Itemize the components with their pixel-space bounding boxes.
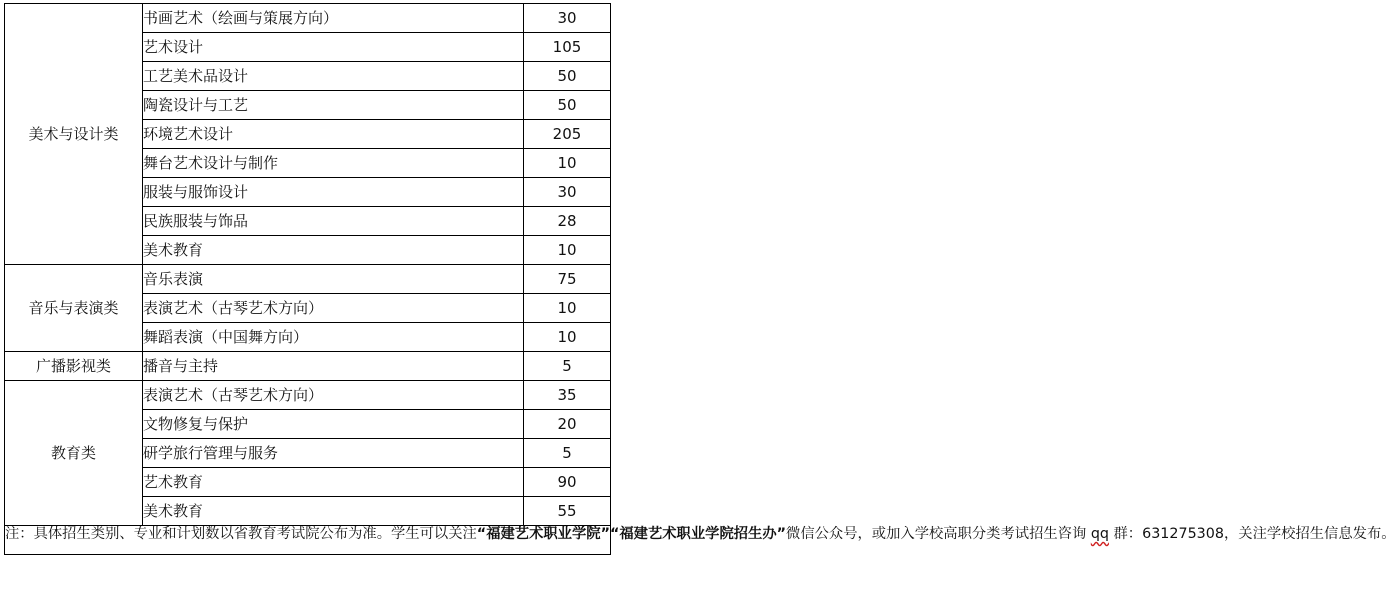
plan-count-cell: 90 [524,468,611,497]
plan-count-cell: 35 [524,381,611,410]
category-cell: 广播影视类 [5,352,143,381]
major-cell: 民族服装与饰品 [143,207,524,236]
enrollment-plan-body [5,4,611,526]
major-cell: 播音与主持 [143,352,524,381]
major-cell: 舞蹈表演（中国舞方向） [143,323,524,352]
plan-count-cell: 10 [524,294,611,323]
note-bold-admissions: “福建艺术职业学院招生办” [609,526,787,542]
note-text-2: 微信公众号，或加入学校高职分类考试招生咨询 [786,526,1091,542]
note-bold-school: “福建艺术职业学院” [476,526,610,542]
note-text-1: 注：具体招生类别、专业和计划数以省教育考试院公布为准。学生可以关注 [5,526,477,542]
plan-count-cell: 10 [524,236,611,265]
note-qq-label: qq [1090,526,1109,542]
plan-count-cell: 30 [524,178,611,207]
plan-count-cell: 105 [524,33,611,62]
plan-count-cell: 205 [524,120,611,149]
plan-count-cell: 10 [524,323,611,352]
plan-count-cell: 50 [524,62,611,91]
plan-count-cell: 5 [524,439,611,468]
table-row [5,265,611,294]
plan-count-cell: 10 [524,149,611,178]
note-row [5,526,611,555]
table-row [5,4,611,33]
major-cell: 美术教育 [143,497,524,526]
plan-table-container [4,3,1396,555]
enrollment-plan-table [4,3,1396,555]
major-cell: 研学旅行管理与服务 [143,439,524,468]
major-cell: 艺术教育 [143,468,524,497]
major-cell: 艺术设计 [143,33,524,62]
category-cell: 美术与设计类 [5,4,143,265]
plan-count-cell: 5 [524,352,611,381]
major-cell: 音乐表演 [143,265,524,294]
major-cell: 服装与服饰设计 [143,178,524,207]
major-cell: 表演艺术（古琴艺术方向） [143,381,524,410]
major-cell: 工艺美术品设计 [143,62,524,91]
major-cell: 书画艺术（绘画与策展方向） [143,4,524,33]
major-cell: 舞台艺术设计与制作 [143,149,524,178]
category-cell: 音乐与表演类 [5,265,143,352]
plan-count-cell: 55 [524,497,611,526]
major-cell: 美术教育 [143,236,524,265]
note-text-3: 群：631275308，关注学校招生信息发布。 [1108,526,1396,542]
table-row [5,381,611,410]
note-cell [5,526,1396,555]
major-cell: 文物修复与保护 [143,410,524,439]
plan-count-cell: 28 [524,207,611,236]
plan-count-cell: 20 [524,410,611,439]
plan-count-cell: 30 [524,4,611,33]
major-cell: 环境艺术设计 [143,120,524,149]
major-cell: 表演艺术（古琴艺术方向） [143,294,524,323]
major-cell: 陶瓷设计与工艺 [143,91,524,120]
category-cell: 教育类 [5,381,143,526]
plan-count-cell: 75 [524,265,611,294]
table-row [5,352,611,381]
plan-count-cell: 50 [524,91,611,120]
